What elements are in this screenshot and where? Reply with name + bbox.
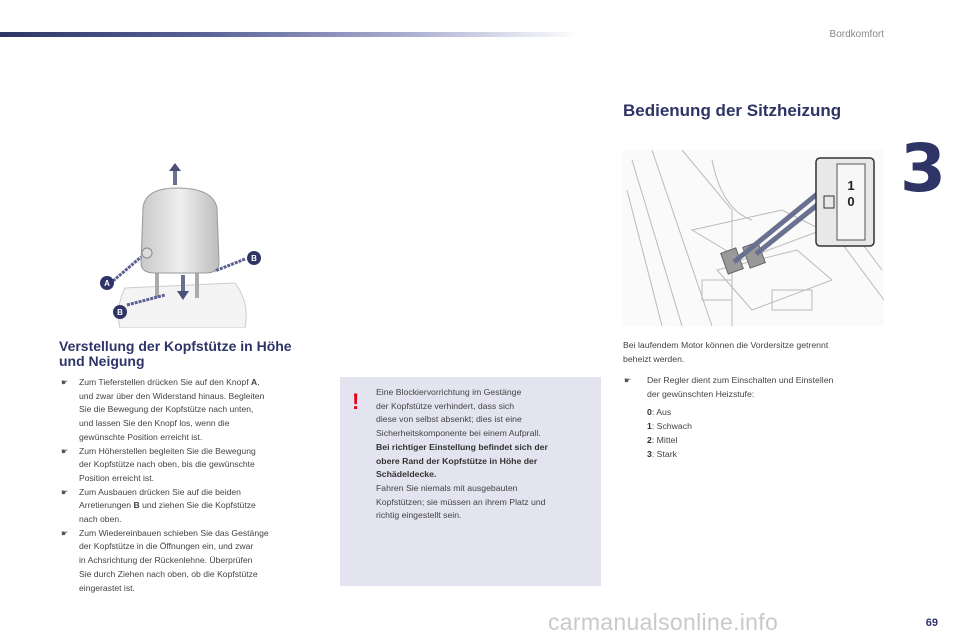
bullet-icon: ☛ xyxy=(61,446,69,456)
regler-item: ☛ Der Regler dient zum Einschalten und Einstellen der gewünschten Heizstufe: xyxy=(624,375,834,399)
step-item: ☛ Zum Höherstellen begleiten Sie die Bewegung der Kopfstütze nach oben, bis die gewünschte Position erreicht ist. xyxy=(61,445,256,483)
step-item: ☛ Zum Ausbauen drücken Sie auf die beiden Arretierungen B und ziehen Sie die Kopfstütze nach oben. xyxy=(61,486,256,525)
heat-levels xyxy=(647,405,692,461)
header-gradient-bar xyxy=(0,32,580,37)
page-number: 69 xyxy=(925,617,938,629)
bullet-icon: ☛ xyxy=(61,487,69,497)
dial-label-0: 0 xyxy=(847,194,855,209)
bullet-icon: ☛ xyxy=(61,378,69,387)
warning-icon: ! xyxy=(352,389,360,414)
watermark: carmanualsonline.info xyxy=(548,609,779,635)
label-b-right: B xyxy=(251,254,257,263)
headrest-title: Verstellung der Kopfstütze in Höhe und Neigung xyxy=(59,338,292,369)
step-item: ☛ Zum Tieferstellen drücken Sie auf den Knopf A, und zwar über den Widerstand hinaus. Begleiten Sie die Bewegung der Kopfstütze nach unten, und lassen Sie den Knopf los, wenn die gewünschte Position erreicht ist. xyxy=(61,377,265,442)
headrest-illustration xyxy=(95,163,265,328)
level-item: 3: Stark xyxy=(647,449,677,459)
seat-heating-illustration xyxy=(622,150,884,326)
warning-text: Eine Blockiervorrichtung im Gestänge der Kopfstütze verhindert, dass sich diese von selbst absenkt; dies ist eine Sicherheitskomponente bei einem Aufprall. Bei richtiger Einstellung befindet sich der obere Rand der Kopfstütze in Höhe der Schädeldecke. Fahren Sie niemals mit ausgebauten Kopfstützen; sie müssen an ihrem Platz und richtig eingestellt sein. xyxy=(376,387,548,521)
warning-box xyxy=(340,377,601,586)
dial-label-1: 1 xyxy=(847,178,855,193)
label-a: A xyxy=(104,279,110,288)
step-item: ☛ Zum Wiedereinbauen schieben Sie das Gestänge der Kopfstütze in die Öffnungen ein, und zwar in Achsrichtung der Rückenlehne. Überprüfen Sie durch Ziehen nach oben, ob die Kopfstütze eingerastet ist. xyxy=(61,527,269,593)
seat-heating-title: Bedienung der Sitzheizung xyxy=(623,101,842,120)
bullet-icon: ☛ xyxy=(61,528,69,538)
level-item: 2: Mittel xyxy=(647,435,678,445)
bullet-icon: ☛ xyxy=(624,376,632,385)
level-item: 1: Schwach xyxy=(647,421,692,431)
seat-heating-intro: Bei laufendem Motor können die Vordersitze getrennt beheizt werden. xyxy=(623,340,829,364)
headrest-steps xyxy=(61,376,317,595)
chapter-number: 3 xyxy=(900,130,946,207)
level-item: 0: Aus xyxy=(647,407,672,417)
label-b-left: B xyxy=(117,308,123,317)
section-label: Bordkomfort xyxy=(829,29,884,40)
